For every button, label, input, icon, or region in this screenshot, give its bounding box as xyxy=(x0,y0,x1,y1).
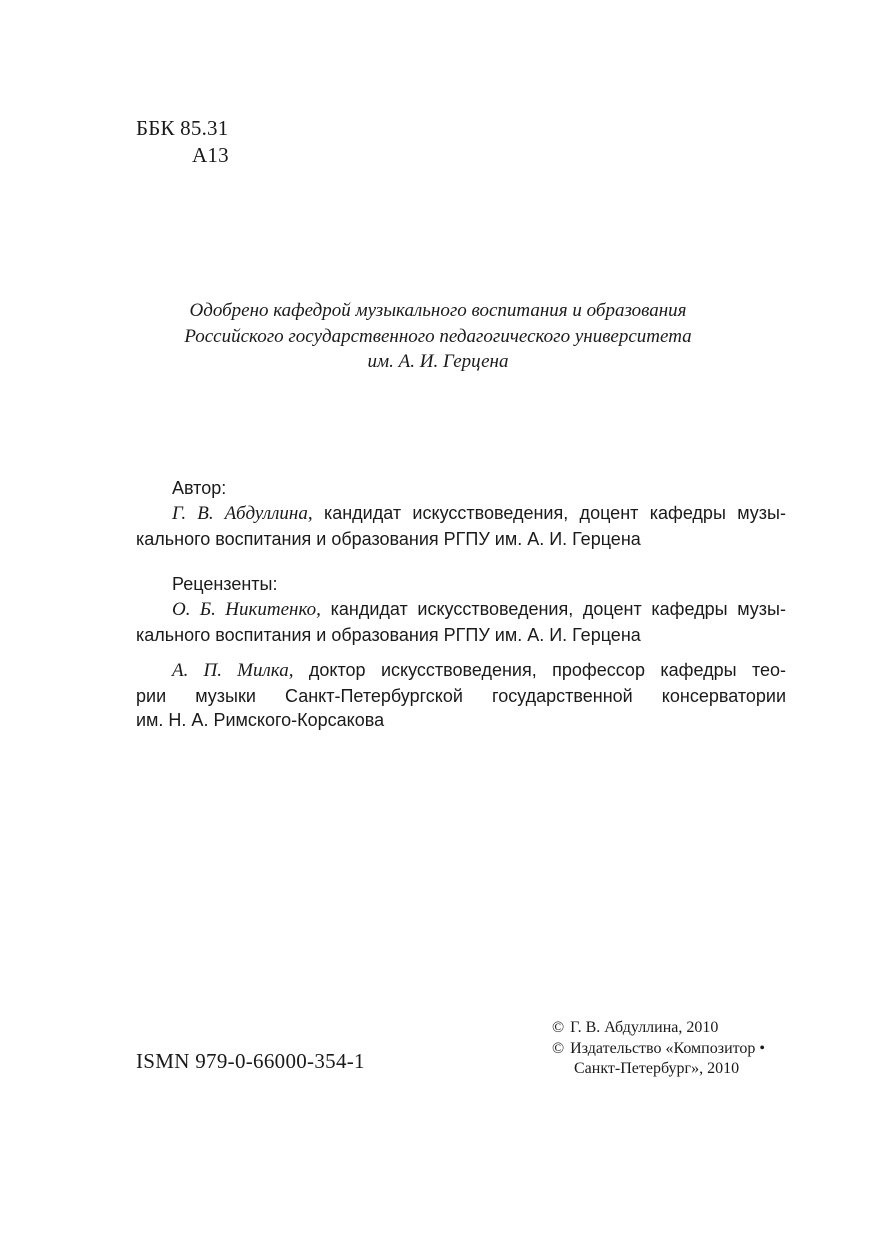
reviewer-1-line-2: кального воспитания и образования РГПУ им. А. И. Герцена xyxy=(136,624,641,645)
ismn-number: ISMN 979-0-66000-354-1 xyxy=(136,1049,365,1073)
approval-note xyxy=(120,298,756,375)
reviewer-1-line-1-text: кандидат искусствоведения, доцент кафедры музы- xyxy=(320,599,786,619)
reviewer-description xyxy=(136,597,786,647)
reviewer-1-name: О. Б. Никитенко, xyxy=(172,599,321,620)
copyright-sign: © xyxy=(552,1019,565,1036)
copyright-text-1: Г. В. Абдуллина, 2010 xyxy=(570,1019,719,1036)
bbk-classification: ББК 85.31 xyxy=(136,116,229,140)
copyright-text-2: Издательство «Композитор • xyxy=(570,1040,766,1057)
reviewer-2-line-1 xyxy=(136,658,786,684)
approval-line-1: Одобрено кафедрой музыкального воспитания и образования xyxy=(189,300,687,321)
author-description xyxy=(136,501,786,551)
reviewer-2-line-2: рии музыки Санкт-Петербургской государственной консерватории xyxy=(136,685,786,706)
copyright-sign: © xyxy=(552,1040,565,1057)
author-line-2: кального воспитания и образования РГПУ им. А. И. Герцена xyxy=(136,528,641,549)
author-line-1-text: кандидат искусствоведения, доцент кафедры музы- xyxy=(312,503,786,523)
author-mark: А13 xyxy=(192,143,229,167)
copyright-line-2 xyxy=(552,1039,765,1059)
copyright-line-3: Санкт-Петербург», 2010 xyxy=(574,1060,740,1077)
author-line-1 xyxy=(136,501,786,527)
copyright-line-1 xyxy=(552,1018,718,1038)
reviewer-description xyxy=(136,658,786,733)
reviewers-label: Рецензенты: xyxy=(172,574,278,594)
reviewer-2-line-1-text: доктор искусствоведения, профессор кафедры тео- xyxy=(293,660,787,680)
reviewer-1-line-1 xyxy=(136,597,786,623)
reviewer-2-name: А. П. Милка, xyxy=(172,660,294,681)
author-name: Г. В. Абдуллина, xyxy=(172,503,313,524)
approval-line-3: им. А. И. Герцена xyxy=(367,351,509,372)
reviewer-2-line-3: им. Н. А. Римского-Корсакова xyxy=(136,710,385,730)
author-label: Автор: xyxy=(172,478,227,498)
approval-line-2: Российского государственного педагогического университета xyxy=(184,325,692,347)
